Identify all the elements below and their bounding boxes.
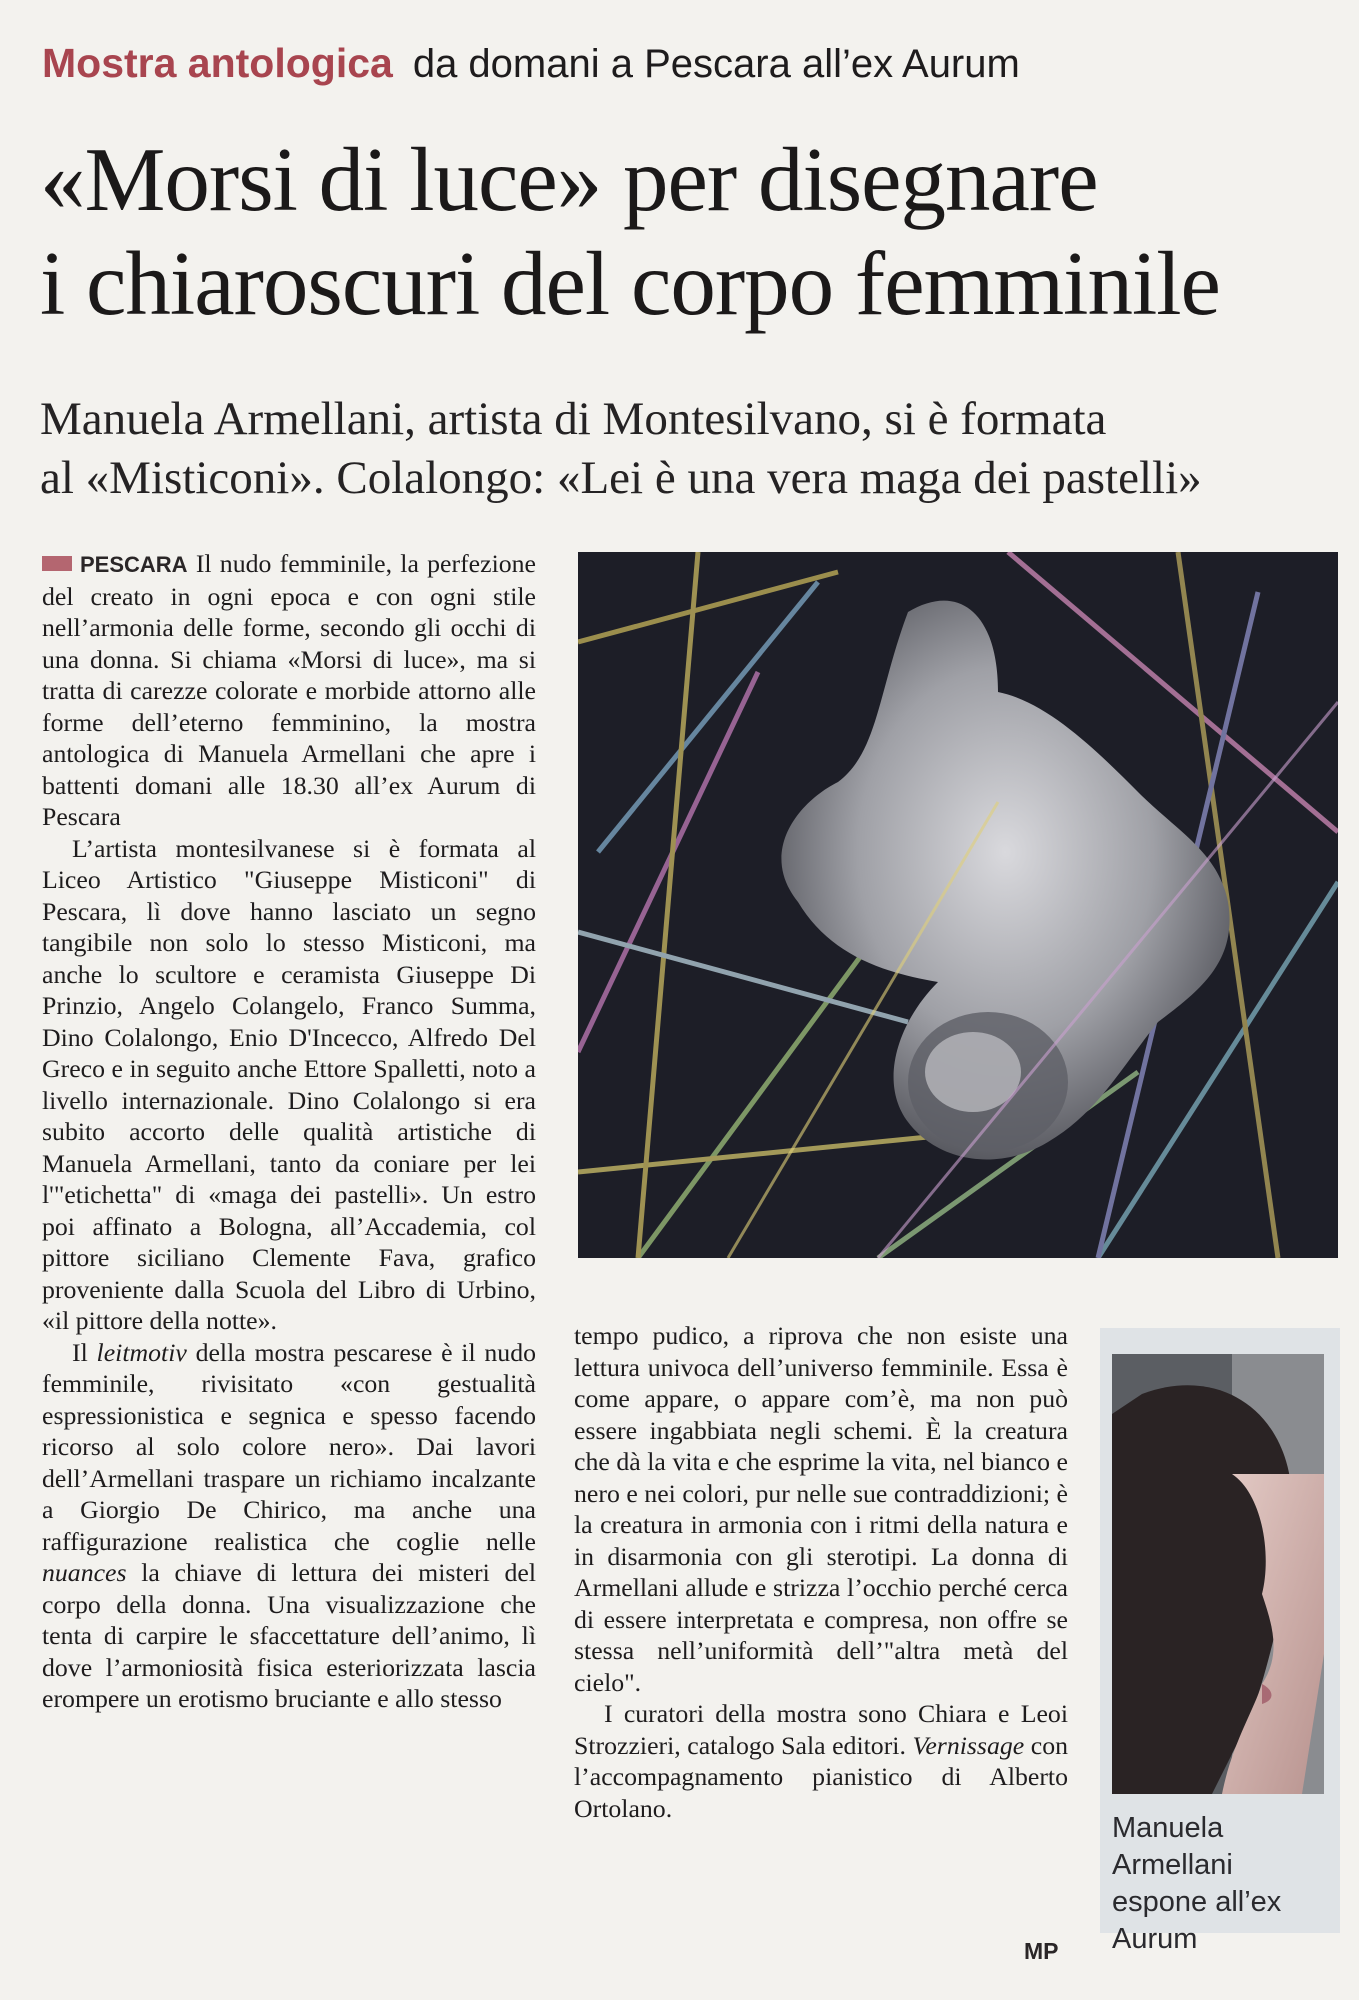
artist-portrait-image xyxy=(1112,1354,1324,1794)
deck-line-1: Manuela Armellani, artista di Montesilvano, si è formata xyxy=(40,393,1107,445)
portrait-icon xyxy=(1112,1354,1324,1794)
caption-line-3: espone all’ex xyxy=(1112,1886,1282,1918)
p3-text-b: della mostra pescarese è il nudo femminile, rivisitato «con gestualità espressionistica e segnica e spesso facendo ricorso al solo colore nero». Dai lavori dell’Armellani traspare un richiamo incalzante a Giorgio De Chirico, ma anche una raffigurazione realistica che coglie nelle xyxy=(42,1337,537,1556)
deck-line-2: al «Misticoni». Colalongo: «Lei è una vera maga dei pastelli» xyxy=(40,452,1202,504)
kicker-label: Mostra antologica xyxy=(42,40,393,86)
p5-text-a: I curatori della mostra sono Chiara e Leoi Strozzieri, catalogo Sala editori. xyxy=(574,1699,1068,1760)
article-paragraph-2: L’artista montesilvanese si è formata al Liceo Artistico "Giuseppe Misticoni" di Pescara, lì dove hanno lasciato un segno tangibile non solo lo stesso Misticoni, ma anche lo scultore e ceramista Giuseppe Di Prinzio, Angelo Colangelo, Franco Summa, Dino Colalongo, Enio D'Incecco, Alfredo Del Greco e in seguito anche Ettore Spalletti, noto a livello internazionale. Dino Colalongo si era subito accorto delle qualità artistiche di Manuela Armellani, tanto da coniare per lei l'"etichetta" di «maga dei pastelli». Un estro poi affinato a Bologna, all’Accademia, col pittore siciliano Clemente Fava, grafico proveniente dalla Scuola del Libro di Urbino, «il pittore della notte». xyxy=(42,833,536,1335)
p3-emphasis-leitmotiv: leitmotiv xyxy=(96,1337,187,1367)
article-paragraph-1 xyxy=(42,548,536,833)
article-column-2 xyxy=(574,1320,1068,1824)
p3-emphasis-nuances: nuances xyxy=(42,1558,127,1587)
p3-text-a: Il xyxy=(72,1337,97,1367)
article-paragraph-4: tempo pudico, a riprova che non esiste una lettura univoca dell’universo femminile. Essa è come appare, o appare com’è, ma non può essere ingabbiata negli schemi. È la creatura che dà la vita e che esprime la vita, nel bianco e nero e nei colori, pur nelle sue contraddizioni; è la creatura in armonia con i ritmi della natura e in disarmonia con gli sterotipi. La donna di Armellani allude e strizza l’occhio perché cerca di essere interpretata e compresa, non offre se stessa nell’uniformità dell’"altra metà del cielo". xyxy=(574,1321,1068,1697)
dateline-marker xyxy=(42,556,72,571)
pastel-artwork-icon xyxy=(578,552,1338,1258)
headline-line-2: i chiaroscuri del corpo femminile xyxy=(40,233,1220,334)
article-paragraph-5 xyxy=(574,1698,1068,1824)
caption-line-1: Manuela xyxy=(1112,1812,1224,1844)
caption-line-2: Armellani xyxy=(1112,1849,1233,1881)
main-artwork-image xyxy=(578,552,1338,1258)
headline xyxy=(40,128,1340,336)
paragraph-1-text: Il nudo femminile, la perfezione del creato in ogni epoca e con ogni stile nell’armonia delle forme, secondo gli occhi di una donna. Si chiama «Morsi di luce», ma si tratta di carezze colorate e morbide attorno alle forme dell’eterno femminino, la mostra antologica di Manuela Armellani che apre i battenti domani alle 18.30 all’ex Aurum di Pescara xyxy=(42,549,536,831)
kicker-subtitle: da domani a Pescara all’ex Aurum xyxy=(412,42,1020,86)
article-paragraph-3 xyxy=(42,1337,536,1715)
deck xyxy=(40,390,1340,508)
article-column-1 xyxy=(42,548,536,1715)
p5-text-b: con l’accompagnamento pianistico di Alberto Ortolano. xyxy=(574,1730,1068,1823)
headline-line-1: «Morsi di luce» per disegnare xyxy=(40,129,1098,230)
author-signature: MP xyxy=(1024,1938,1059,1964)
p3-text-c: la chiave di lettura dei misteri del corpo della donna. Una visualizzazione che tenta di carpire le sfaccettature dell’animo, lì dove l’armoniosità fisica esteriorizzata lascia erompere un erotismo bruciante e allo stesso xyxy=(42,1558,536,1713)
kicker xyxy=(42,40,1020,96)
caption-box xyxy=(1100,1328,1340,1955)
dateline: PESCARA xyxy=(80,552,188,577)
caption-line-4: Aurum xyxy=(1112,1923,1198,1955)
photo-caption xyxy=(1112,1810,1334,1958)
p5-emphasis-vernissage: Vernissage xyxy=(912,1730,1025,1760)
